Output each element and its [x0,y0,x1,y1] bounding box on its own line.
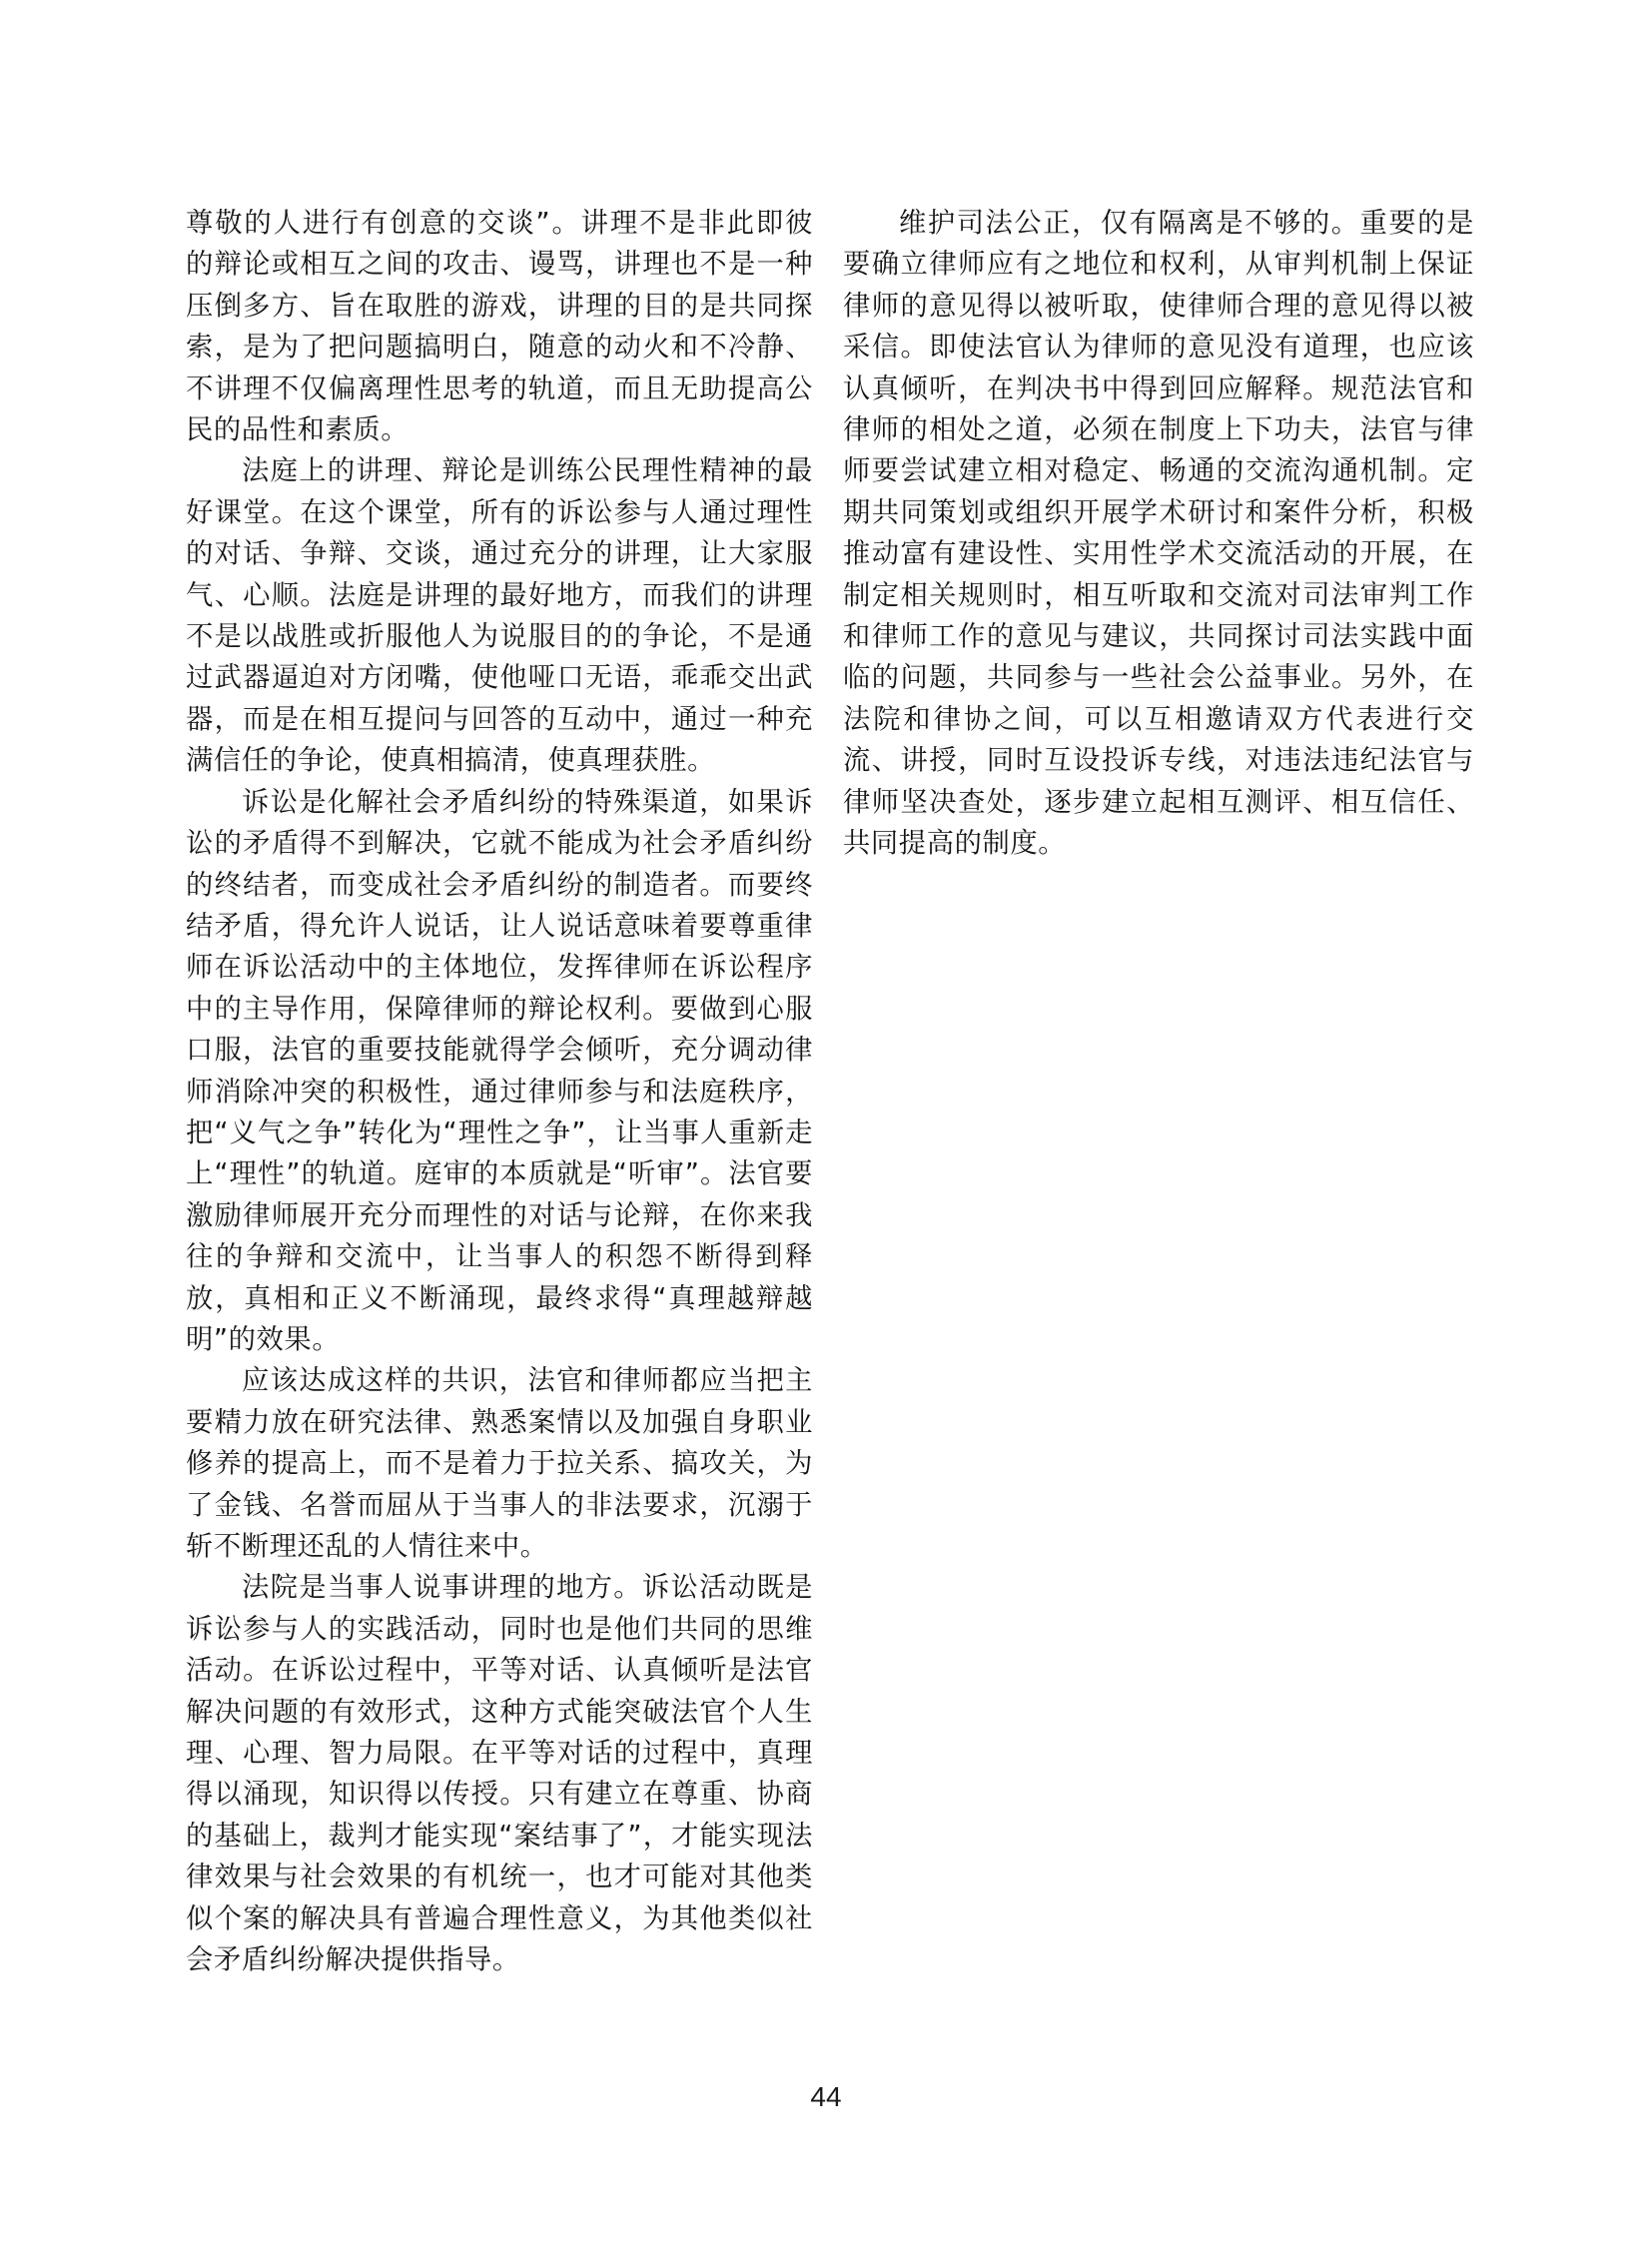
paragraph: 维护司法公正，仅有隔离是不够的。重要的是要确立律师应有之地位和权利，从审判机制上保证律师的意见得以被听取，使律师合理的意见得以被采信。即使法官认为律师的意见没有道理，也应该认真倾听，在判决书中得到回应解释。规范法官和律师的相处之道，必须在制度上下功夫，法官与律师要尝试建立相对稳定、畅通的交流沟通机制。定期共同策划或组织开展学术研讨和案件分析，积极推动富有建设性、实用性学术交流活动的开展，在制定相关规则时，相互听取和交流对司法审判工作和律师工作的意见与建议，共同探讨司法实践中面临的问题，共同参与一些社会公益事业。另外，在法院和律协之间，可以互相邀请双方代表进行交流、讲授，同时互设投诉专线，对违法违纪法官与律师坚决查处，逐步建立起相互测评、相互信任、共同提高的制度。 [843,208,1474,860]
page-number: 44 [810,2081,842,2112]
paragraph: 法院是当事人说事讲理的地方。诉讼活动既是诉讼参与人的实践活动，同时也是他们共同的思维活动。在诉讼过程中，平等对话、认真倾听是法官解决问题的有效形式，这种方式能突破法官个人生理、心理、智力局限。在平等对话的过程中，真理得以涌现，知识得以传授。只有建立在尊重、协商的基础上，裁判才能实现“案结事了”，才能实现法律效果与社会效果的有机统一，也才可能对其他类似个案的解决具有普遍合理性意义，为其他类似社会矛盾纠纷解决提供指导。 [186,1572,813,1976]
paragraph: 法庭上的讲理、辩论是训练公民理性精神的最好课堂。在这个课堂，所有的诉讼参与人通过理性的对话、争辩、交谈，通过充分的讲理，让大家服气、心顺。法庭是讲理的最好地方，而我们的讲理不是以战胜或折服他人为说服目的的争论，不是通过武器逼迫对方闭嘴，使他哑口无语，乖乖交出武器，而是在相互提问与回答的互动中，通过一种充满信任的争论，使真相搞清，使真理获胜。 [186,455,813,777]
paragraph: 应该达成这样的共识，法官和律师都应当把主要精力放在研究法律、熟悉案情以及加强自身职业修养的提高上，而不是着力于拉关系、搞攻关，为了金钱、名誉而屈从于当事人的非法要求，沉溺于斩不断理还乱的人情往来中。 [186,1365,813,1562]
paragraph: 诉讼是化解社会矛盾纠纷的特殊渠道，如果诉讼的矛盾得不到解决，它就不能成为社会矛盾纠纷的终结者，而变成社会矛盾纠纷的制造者。而要终结矛盾，得允许人说话，让人说话意味着要尊重律师在诉讼活动中的主体地位，发挥律师在诉讼程序中的主导作用，保障律师的辩论权利。要做到心服口服，法官的重要技能就得学会倾听，充分调动律师消除冲突的积极性，通过律师参与和法庭秩序，把“义气之争”转化为“理性之争”，让当事人重新走上“理性”的轨道。庭审的本质就是“听审”。法官要激励律师展开充分而理性的对话与论辩，在你来我往的争辩和交流中，让当事人的积怨不断得到释放，真相和正义不断涌现，最终求得“真理越辩越明”的效果。 [186,786,813,1355]
right-text-column [843,203,1474,865]
left-text-column [186,203,813,1980]
paragraph: 尊敬的人进行有创意的交谈”。讲理不是非此即彼的辩论或相互之间的攻击、谩骂，讲理也不是一种压倒多方、旨在取胜的游戏，讲理的目的是共同探索，是为了把问题搞明白，随意的动火和不冷静、不讲理不仅偏离理性思考的轨道，而且无助提高公民的品性和素质。 [186,208,813,446]
